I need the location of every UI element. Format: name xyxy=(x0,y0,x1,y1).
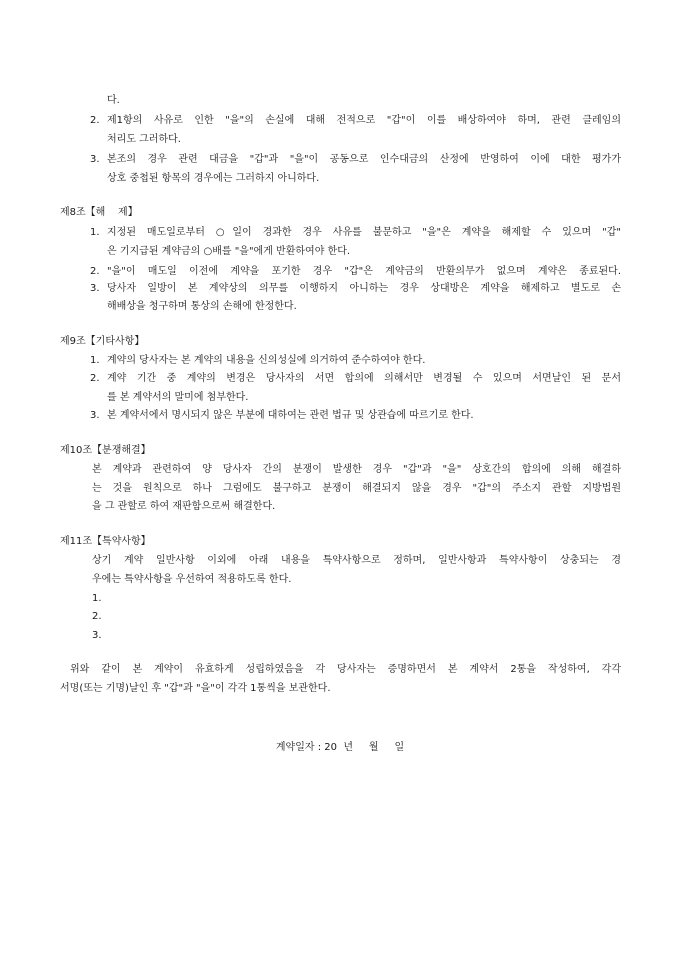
art10-line-3: 을 그 관할로 하여 재판함으로써 해결한다. xyxy=(92,501,276,512)
prev-item-3-line-1: 본조의 경우 관련 대금을 "갑"과 "을"이 공동으로 인수대금의 산정에 반영하여 이에 대한 평가가 xyxy=(107,154,621,165)
prev-item-2-line-2: 처리도 그러하다. xyxy=(107,134,181,145)
closing-line-2: 서명(또는 기명)날인 후 "갑"과 "을"이 각각 1통씩을 보관한다. xyxy=(60,683,331,694)
closing-line-1: 위와 같이 본 계약이 유효하게 성립하였음을 각 당사자는 증명하면서 본 계약서 2통을 작성하여, 각각 xyxy=(70,664,621,675)
art8-item-3-line-1: 당사자 일방이 본 계약상의 의무를 이행하지 아니하는 경우 상대방은 계약을 해제하고 별도로 손 xyxy=(107,283,621,294)
art9-item-2-num: 2. xyxy=(90,373,100,384)
art8-item-1-line-2: 은 기지급된 계약금의 ○배를 "을"에게 반환하여야 한다. xyxy=(107,246,351,257)
article-9-title: 제9조【기타사항】 xyxy=(60,336,145,347)
art11-blank-item-3: 3. xyxy=(92,630,102,641)
prev-item-2-num: 2. xyxy=(90,115,100,126)
art8-item-3-line-2: 해배상을 청구하며 통상의 손해에 한정한다. xyxy=(107,301,297,312)
art8-item-1-line-1: 지정된 매도일로부터 ○일이 경과한 경우 사유를 불문하고 "을"은 계약을 해제할 수 있으며 "갑" xyxy=(107,227,621,238)
art11-line-1: 상기 계약 일반사항 이외에 아래 내용을 특약사항으로 정하며, 일반사항과 특약사항이 상충되는 경 xyxy=(92,555,621,566)
art8-item-2-num: 2. xyxy=(90,266,100,277)
prev-item-3-line-2: 상호 중첩된 항목의 경우에는 그러하지 아니하다. xyxy=(107,173,320,184)
prev-tail-line: 다. xyxy=(107,95,120,106)
art11-blank-item-2: 2. xyxy=(92,611,102,622)
art8-item-1-num: 1. xyxy=(90,227,100,238)
art11-blank-item-1: 1. xyxy=(92,593,102,604)
prev-item-3-num: 3. xyxy=(90,154,100,165)
article-11-title: 제11조【특약사항】 xyxy=(60,536,151,547)
art10-line-1: 본 계약과 관련하여 양 당사자 간의 분쟁이 발생한 경우 "갑"과 "을" 상호간의 합의에 의해 해결하 xyxy=(92,464,621,475)
article-10-title: 제10조【분쟁해결】 xyxy=(60,445,151,456)
prev-item-2-line-1: 제1항의 사유로 인한 "을"의 손실에 대해 전적으로 "갑"이 이를 배상하여야 하며, 관련 클레임의 xyxy=(107,115,621,126)
art11-line-2: 우에는 특약사항을 우선하여 적용하도록 한다. xyxy=(92,574,292,585)
art9-item-2-line-1: 계약 기간 중 계약의 변경은 당사자의 서면 합의에 의해서만 변경될 수 있으며 서면날인 된 문서 xyxy=(107,373,621,384)
art9-item-2-line-2: 를 본 계약서의 말미에 첨부한다. xyxy=(107,392,249,403)
art8-item-2-line-1: "을"이 매도일 이전에 계약을 포기한 경우 "갑"은 계약금의 반환의무가 없으며 계약은 종료된다. xyxy=(107,266,621,277)
art9-item-1-line-1: 계약의 당사자는 본 계약의 내용을 신의성실에 의거하여 준수하여야 한다. xyxy=(107,355,426,366)
art9-item-3-line-1: 본 계약서에서 명시되지 않은 부분에 대하여는 관련 법규 및 상관습에 따르기로 한다. xyxy=(107,410,474,421)
art9-item-1-num: 1. xyxy=(90,355,100,366)
art8-item-3-num: 3. xyxy=(90,283,100,294)
art9-item-3-num: 3. xyxy=(90,410,100,421)
art10-line-2: 는 것을 원칙으로 하나 그럼에도 불구하고 분쟁이 해결되지 않을 경우 "갑"의 주소지 관할 지방법원 xyxy=(92,483,621,494)
article-8-title: 제8조【해 제】 xyxy=(60,207,138,218)
contract-date-line: 계약일자 : 20 년 월 일 xyxy=(275,742,405,753)
